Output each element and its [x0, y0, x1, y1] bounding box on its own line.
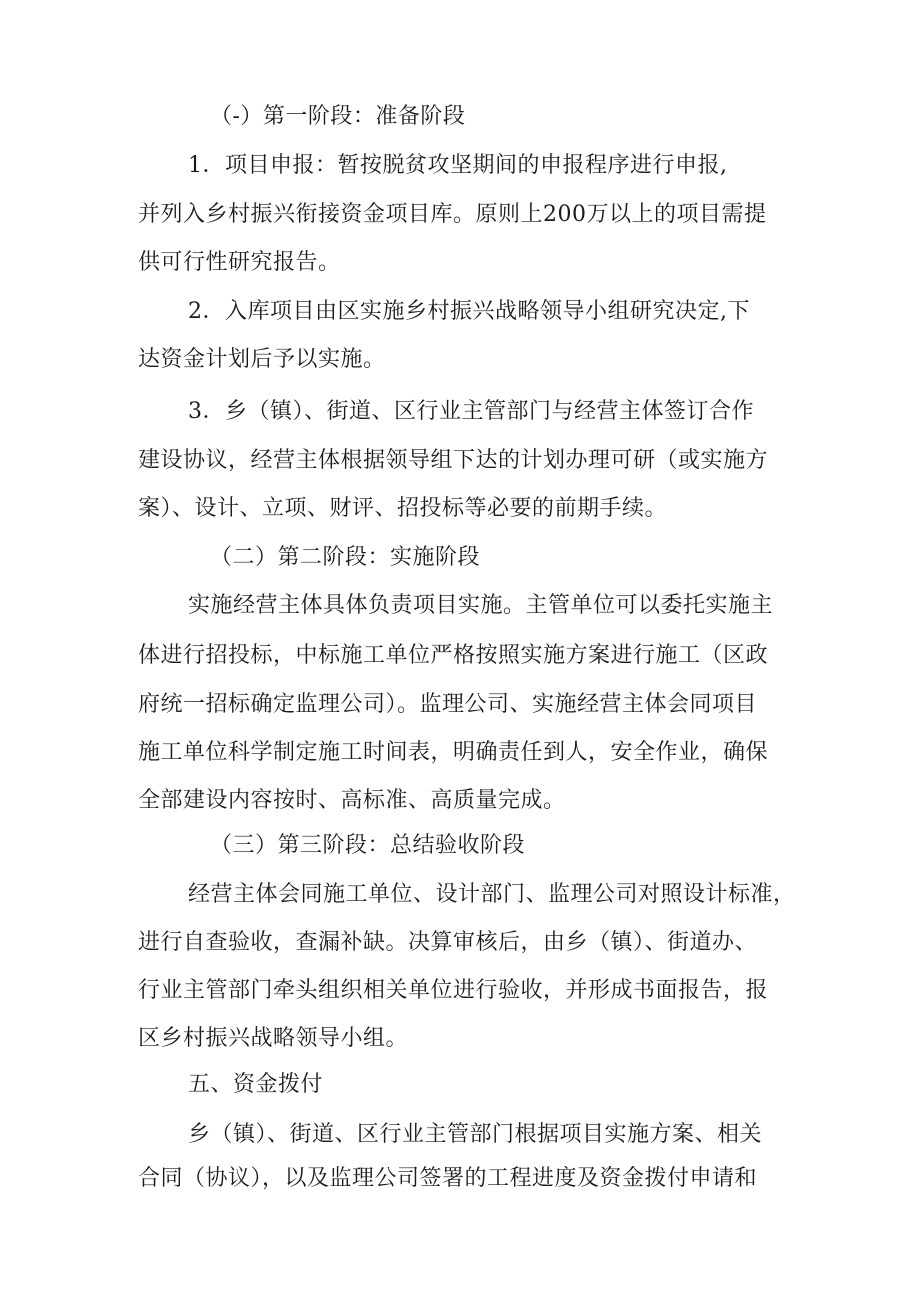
- section3-line3: 行业主管部门牵头组织相关单位进行验收，并形成书面报告，报: [138, 978, 769, 1003]
- section2-line2: 体进行招投标，中标施工单位严格按照实施方案进行施工（区政: [138, 643, 769, 668]
- section5-line2: 合同（协议），以及监理公司签署的工程进度及资金拨付申请和: [138, 1166, 758, 1191]
- item1-line1: 1．项目申报：暂按脱贫攻坚期间的申报程序进行申报,: [188, 153, 728, 178]
- section2-line1: 实施经营主体具体负责项目实施。主管单位可以委托实施主: [188, 593, 774, 618]
- section2-heading: （二）第二阶段：实施阶段: [210, 545, 481, 570]
- section1-heading: （-）第一阶段：准备阶段: [210, 104, 466, 129]
- item2-line1: 2．入库项目由区实施乡村振兴战略领导小组研究决定,下: [188, 299, 750, 324]
- item3-line3: 案）、设计、立项、财评、招投标等必要的前期手续。: [138, 496, 668, 521]
- item3-line2: 建设协议，经营主体根据领导组下达的计划办理可研（或实施方: [138, 448, 769, 473]
- item3-line1: 3．乡（镇）、街道、区行业主管部门与经营主体签订合作: [188, 399, 754, 424]
- section3-heading: （三）第三阶段：总结验收阶段: [210, 833, 526, 858]
- section5-line1: 乡（镇）、街道、区行业主管部门根据项目实施方案、相关: [188, 1122, 763, 1147]
- section3-line1: 经营主体会同施工单位、设计部门、监理公司对照设计标准，: [188, 882, 796, 907]
- section2-line4: 施工单位科学制定施工时间表，明确责任到人，安全作业，确保: [138, 740, 769, 765]
- section2-line3: 府统一招标确定监理公司）。监理公司、实施经营主体会同项目: [138, 692, 758, 717]
- section3-line2: 进行自查验收，查漏补缺。决算审核后，由乡（镇）、街道办、: [138, 930, 758, 955]
- item1-line3: 供可行性研究报告。: [138, 250, 341, 275]
- section2-line5: 全部建设内容按时、高标准、高质量完成。: [138, 788, 566, 813]
- section3-line4: 区乡村振兴战略领导小组。: [138, 1026, 409, 1051]
- item1-line2: 并列入乡村振兴衔接资金项目库。原则上200万以上的项目需提: [138, 202, 767, 227]
- section5-heading: 五、资金拨付: [188, 1072, 324, 1097]
- item2-line2: 达资金计划后予以实施。: [138, 347, 386, 372]
